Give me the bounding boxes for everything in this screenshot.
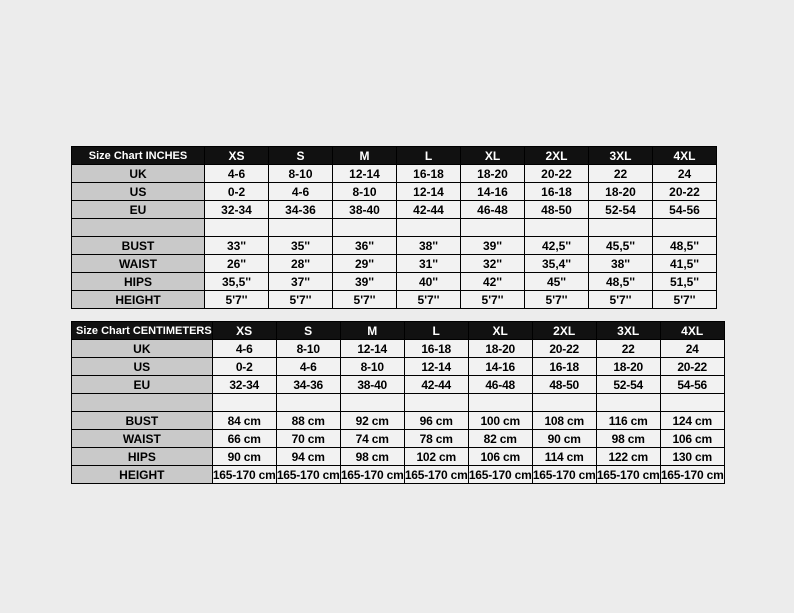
table-cell: 39'' xyxy=(461,237,525,255)
table-cell: 38'' xyxy=(397,237,461,255)
table-cell: 48,5'' xyxy=(653,237,717,255)
table-cell: 8-10 xyxy=(276,340,340,358)
table-row-waist xyxy=(72,430,725,448)
table-cell: 5'7'' xyxy=(461,291,525,309)
table-cell: 165-170 cm xyxy=(276,467,340,482)
table-cell: 78 cm xyxy=(404,430,468,448)
table-cell: 35,4'' xyxy=(525,255,589,273)
table-cell: 33'' xyxy=(205,237,269,255)
table-cell: 22 xyxy=(596,340,660,358)
table-cell: 45'' xyxy=(525,273,589,291)
table-cell xyxy=(269,219,333,237)
table-title: Size Chart CENTIMETERS xyxy=(72,322,213,340)
table-body xyxy=(72,165,717,309)
row-label: BUST xyxy=(72,412,213,430)
table-cell: 16-18 xyxy=(404,340,468,358)
table-cell: 46-48 xyxy=(468,376,532,394)
table-cell: 130 cm xyxy=(660,448,724,466)
size-header: S xyxy=(269,147,333,165)
table-cell: 28'' xyxy=(269,255,333,273)
table-cell: 5'7'' xyxy=(397,291,461,309)
table-cell: 106 cm xyxy=(660,430,724,448)
table-row-us xyxy=(72,183,717,201)
table-cell: 35,5'' xyxy=(205,273,269,291)
row-label: HEIGHT xyxy=(72,466,213,484)
table-cell: 4-6 xyxy=(269,183,333,201)
table-row-uk xyxy=(72,340,725,358)
table-cell: 8-10 xyxy=(333,183,397,201)
table-row-waist xyxy=(72,255,717,273)
table-cell: 54-56 xyxy=(660,376,724,394)
table-row-eu xyxy=(72,201,717,219)
size-header: XL xyxy=(461,147,525,165)
table-cell: 94 cm xyxy=(276,448,340,466)
table-cell: 108 cm xyxy=(532,412,596,430)
row-label: UK xyxy=(72,165,205,183)
table-cell: 39'' xyxy=(333,273,397,291)
table-cell: 31'' xyxy=(397,255,461,273)
table-cell: 165-170 cm xyxy=(532,467,596,482)
row-label: HIPS xyxy=(72,273,205,291)
table-cell: 42-44 xyxy=(404,376,468,394)
table-row-us xyxy=(72,358,725,376)
table-row-hips xyxy=(72,273,717,291)
size-header: L xyxy=(404,322,468,340)
size-header: XS xyxy=(205,147,269,165)
table-cell: 102 cm xyxy=(404,448,468,466)
table-cell: 20-22 xyxy=(660,358,724,376)
table-cell: 96 cm xyxy=(404,412,468,430)
table-cell: 34-36 xyxy=(276,376,340,394)
table-cell: 14-16 xyxy=(461,183,525,201)
row-label: WAIST xyxy=(72,430,213,448)
table-cell: 16-18 xyxy=(532,358,596,376)
table-cell: 5'7'' xyxy=(589,291,653,309)
table-cell: 8-10 xyxy=(269,165,333,183)
table-cell: 165-170 cm xyxy=(340,467,404,482)
table-cell: 26'' xyxy=(205,255,269,273)
table-cell: 29'' xyxy=(333,255,397,273)
table-cell: 114 cm xyxy=(532,448,596,466)
table-cell: 51,5'' xyxy=(653,273,717,291)
table-cell: 82 cm xyxy=(468,430,532,448)
row-label: US xyxy=(72,358,213,376)
table-cell: 22 xyxy=(589,165,653,183)
row-label xyxy=(72,219,205,237)
table-cell: 42-44 xyxy=(397,201,461,219)
table-cell: 52-54 xyxy=(596,376,660,394)
table-cell: 116 cm xyxy=(596,412,660,430)
table-cell xyxy=(333,219,397,237)
size-header: XL xyxy=(468,322,532,340)
table-cell: 0-2 xyxy=(212,358,276,376)
table-row-spacer xyxy=(72,394,725,412)
table-cell xyxy=(212,394,276,412)
table-row-spacer xyxy=(72,219,717,237)
row-label: HIPS xyxy=(72,448,213,466)
row-label: HEIGHT xyxy=(72,291,205,309)
table-row-bust xyxy=(72,237,717,255)
row-label: BUST xyxy=(72,237,205,255)
table-cell: 32-34 xyxy=(212,376,276,394)
size-chart-centimeters-table xyxy=(71,321,725,484)
table-cell: 46-48 xyxy=(461,201,525,219)
table-cell: 48,5'' xyxy=(589,273,653,291)
table-cell xyxy=(589,219,653,237)
row-label xyxy=(72,394,213,412)
table-cell: 5'7'' xyxy=(525,291,589,309)
table-cell: 4-6 xyxy=(212,340,276,358)
size-header: 4XL xyxy=(660,322,724,340)
table-row-uk xyxy=(72,165,717,183)
table-cell xyxy=(461,219,525,237)
size-header: 2XL xyxy=(532,322,596,340)
table-cell: 12-14 xyxy=(340,340,404,358)
size-header: 3XL xyxy=(596,322,660,340)
table-cell: 38-40 xyxy=(333,201,397,219)
table-cell: 98 cm xyxy=(596,430,660,448)
table-cell: 5'7'' xyxy=(333,291,397,309)
table-cell: 32-34 xyxy=(205,201,269,219)
table-cell: 20-22 xyxy=(653,183,717,201)
table-cell: 24 xyxy=(660,340,724,358)
size-header: S xyxy=(276,322,340,340)
table-cell: 5'7'' xyxy=(653,291,717,309)
table-cell: 52-54 xyxy=(589,201,653,219)
table-cell: 4-6 xyxy=(276,358,340,376)
row-label: EU xyxy=(72,376,213,394)
table-cell: 18-20 xyxy=(468,340,532,358)
table-cell: 12-14 xyxy=(397,183,461,201)
size-header: M xyxy=(333,147,397,165)
table-cell: 37'' xyxy=(269,273,333,291)
table-cell: 8-10 xyxy=(340,358,404,376)
table-cell: 48-50 xyxy=(525,201,589,219)
table-row-height xyxy=(72,291,717,309)
table-cell: 40'' xyxy=(397,273,461,291)
table-cell: 12-14 xyxy=(333,165,397,183)
table-body xyxy=(72,340,725,484)
row-label: UK xyxy=(72,340,213,358)
table-cell: 5'7'' xyxy=(269,291,333,309)
size-header: 3XL xyxy=(589,147,653,165)
table-cell: 36'' xyxy=(333,237,397,255)
table-cell: 165-170 cm xyxy=(596,467,660,482)
table-cell: 32'' xyxy=(461,255,525,273)
table-cell xyxy=(205,219,269,237)
table-cell: 0-2 xyxy=(205,183,269,201)
table-header-row xyxy=(72,147,717,165)
table-row-hips xyxy=(72,448,725,466)
table-cell xyxy=(660,394,724,412)
table-cell: 4-6 xyxy=(205,165,269,183)
table-cell: 70 cm xyxy=(276,430,340,448)
table-cell: 34-36 xyxy=(269,201,333,219)
table-cell: 90 cm xyxy=(532,430,596,448)
row-label: EU xyxy=(72,201,205,219)
table-cell: 42'' xyxy=(461,273,525,291)
table-cell xyxy=(468,394,532,412)
table-cell: 38-40 xyxy=(340,376,404,394)
table-cell: 16-18 xyxy=(397,165,461,183)
table-row-bust xyxy=(72,412,725,430)
table-cell: 92 cm xyxy=(340,412,404,430)
table-cell: 35'' xyxy=(269,237,333,255)
row-label: WAIST xyxy=(72,255,205,273)
size-chart-inches-table xyxy=(71,146,717,309)
table-cell: 18-20 xyxy=(589,183,653,201)
table-cell: 20-22 xyxy=(525,165,589,183)
size-header: M xyxy=(340,322,404,340)
table-cell: 88 cm xyxy=(276,412,340,430)
table-cell: 122 cm xyxy=(596,448,660,466)
table-row-height xyxy=(72,466,725,484)
table-cell: 42,5'' xyxy=(525,237,589,255)
table-cell: 54-56 xyxy=(653,201,717,219)
table-cell: 74 cm xyxy=(340,430,404,448)
table-cell: 41,5'' xyxy=(653,255,717,273)
table-cell xyxy=(596,394,660,412)
table-cell: 124 cm xyxy=(660,412,724,430)
table-cell xyxy=(276,394,340,412)
table-cell: 12-14 xyxy=(404,358,468,376)
table-title: Size Chart INCHES xyxy=(72,147,205,165)
table-cell xyxy=(653,219,717,237)
table-cell: 14-16 xyxy=(468,358,532,376)
size-header: 2XL xyxy=(525,147,589,165)
table-cell: 106 cm xyxy=(468,448,532,466)
table-cell xyxy=(397,219,461,237)
size-header: XS xyxy=(212,322,276,340)
table-cell: 165-170 cm xyxy=(660,467,724,482)
row-label: US xyxy=(72,183,205,201)
size-header: L xyxy=(397,147,461,165)
table-row-eu xyxy=(72,376,725,394)
table-cell: 38'' xyxy=(589,255,653,273)
table-cell: 16-18 xyxy=(525,183,589,201)
table-cell: 100 cm xyxy=(468,412,532,430)
table-cell xyxy=(532,394,596,412)
table-cell: 98 cm xyxy=(340,448,404,466)
table-cell: 165-170 cm xyxy=(212,467,276,482)
table-header-row xyxy=(72,322,725,340)
table-cell: 24 xyxy=(653,165,717,183)
table-cell: 18-20 xyxy=(596,358,660,376)
table-cell: 165-170 cm xyxy=(468,467,532,482)
table-cell: 90 cm xyxy=(212,448,276,466)
table-cell xyxy=(525,219,589,237)
table-cell: 165-170 cm xyxy=(404,467,468,482)
size-header: 4XL xyxy=(653,147,717,165)
table-cell: 18-20 xyxy=(461,165,525,183)
table-cell: 66 cm xyxy=(212,430,276,448)
table-cell xyxy=(340,394,404,412)
table-cell: 48-50 xyxy=(532,376,596,394)
table-cell: 84 cm xyxy=(212,412,276,430)
table-cell: 5'7'' xyxy=(205,291,269,309)
table-cell: 45,5'' xyxy=(589,237,653,255)
table-cell: 20-22 xyxy=(532,340,596,358)
table-cell xyxy=(404,394,468,412)
